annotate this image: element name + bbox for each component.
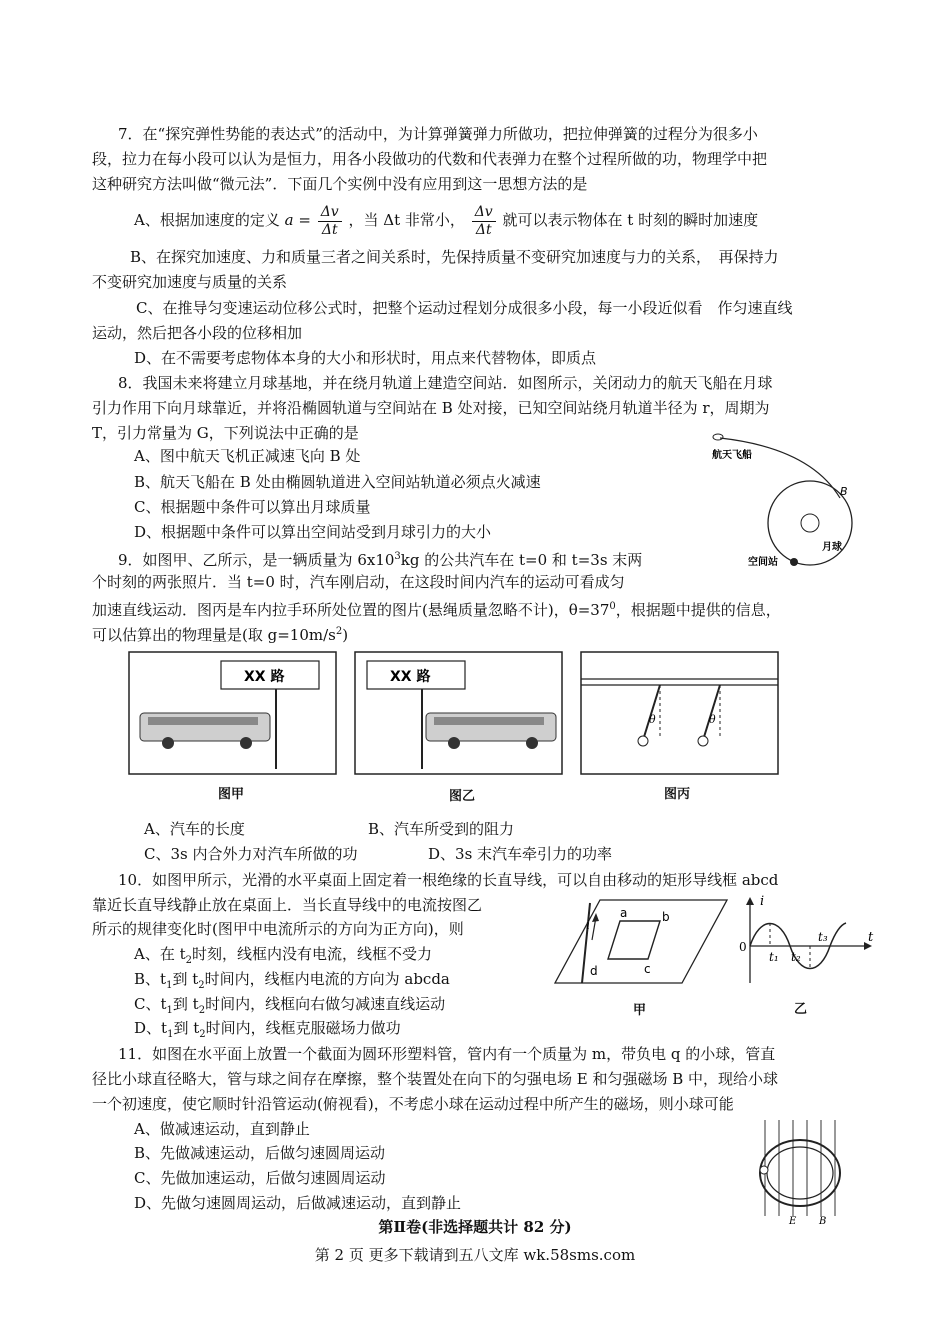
label-t2: t₂ (791, 950, 801, 964)
q9-option-d: D、3s 末汽车牵引力的功率 (428, 845, 613, 863)
q8-option-d: D、根据题中条件可以算出空间站受到月球引力的大小 (134, 523, 492, 541)
q10-figure-yi (738, 893, 878, 993)
q9-option-c: C、3s 内合外力对汽车所做的功 (144, 845, 358, 863)
q9-figure-jia (128, 651, 338, 776)
label-a: a (620, 906, 628, 920)
q8-option-b: B、航天飞船在 B 处由椭圆轨道进入空间站轨道必须点火减速 (134, 473, 541, 491)
q11-option-c: C、先做加速运动，后做匀速圆周运动 (134, 1169, 386, 1187)
q7-stem-line3: 这种研究方法叫做“微元法”．下面几个实例中没有应用到这一思想方法的是 (92, 175, 588, 193)
q10-option-a-post: 时刻，线框内没有电流，线框不受力 (192, 945, 433, 963)
section-title: 第Ⅱ卷(非选择题共计 82 分) (378, 1218, 572, 1236)
q11-stem-line2: 径比小球直径略大，管与球之间存在摩擦，整个装置处在向下的匀强电场 E 和匀强磁场 B 中，现给小球 (92, 1070, 779, 1088)
q10-option-d-sub2: 2 (199, 1029, 206, 1040)
q10-option-a (134, 944, 432, 971)
q8-stem-line2: 引力作用下向月球靠近，并将沿椭圆轨道与空间站在 B 处对接，已知空间站绕月轨道半径为 r，周期为 (92, 399, 770, 417)
bus-windows (434, 717, 544, 725)
q10-option-d-post: 时间内，线框克服磁场力做功 (205, 1019, 401, 1037)
tabletop (555, 900, 727, 983)
q7-stem-line1: 7．在“探究弹性势能的表达式”的活动中，为计算弹簧弹力所做功，把拉伸弹簧的过程分为很多小 (118, 125, 758, 143)
q9-stem-line3 (92, 597, 781, 620)
road-sign-text: XX 路 (390, 669, 431, 685)
q10-option-a-pre: A、在 t (134, 945, 186, 963)
field-lines (765, 1120, 835, 1216)
q10-option-a-sub: 2 (185, 955, 193, 966)
long-wire (582, 903, 590, 983)
q8-stem-line3: T，引力常量为 G，下列说法中正确的是 (92, 424, 359, 442)
i-axis-arrow (746, 897, 754, 905)
label-i-axis: i (760, 894, 765, 909)
theta-label-2: θ (709, 713, 716, 726)
q9-stem-line1 (118, 547, 642, 570)
q7-option-c-line2: 运动，然后把各小段的位移相加 (92, 324, 303, 342)
ring-1 (638, 736, 648, 746)
label-moon: 月球 (822, 542, 842, 553)
q10-caption-yi: 乙 (794, 1002, 808, 1017)
q7-option-c-line1: C、在推导匀变速运动位移公式时，把整个运动过程划分成很多小段，每一小段近似看 作匀速直线 (136, 299, 793, 317)
label-b: b (662, 910, 670, 924)
q10-option-c-pre: C、t (134, 995, 167, 1013)
q10-stem-line3: 所示的规律变化时(图甲中电流所示的方向为正方向)，则 (92, 920, 464, 938)
space-station-icon (790, 558, 798, 566)
label-spaceship: 航天飞船 (712, 450, 752, 461)
q9-stem-line3-post: ，根据题中提供的信息， (615, 601, 781, 619)
plastic-tube-outer (760, 1140, 840, 1206)
q9-option-b: B、汽车所受到的阻力 (368, 820, 515, 838)
label-t-axis: t (868, 930, 874, 945)
frame (581, 652, 778, 774)
q10-option-c (134, 994, 445, 1021)
caption-jia: 图甲 (218, 787, 245, 802)
q10-option-b-sub1: 1 (166, 980, 173, 991)
q10-stem-line1: 10．如图甲所示，光滑的水平桌面上固定着一根绝缘的长直导线，可以自由移动的矩形导线框 abcd (118, 871, 779, 889)
q10-option-d-pre: D、t (134, 1019, 168, 1037)
q9-stem-line3-sup: 0 (609, 601, 616, 612)
q10-option-b (134, 969, 450, 996)
q7-option-a-prefix: A、根据加速度的定义 (134, 211, 280, 229)
q9-option-a: A、汽车的长度 (144, 820, 245, 838)
q10-caption-jia: 甲 (633, 1003, 647, 1018)
label-t3: t₃ (818, 930, 828, 944)
q10-option-b-mid: 到 t (172, 970, 199, 988)
ring-2 (698, 736, 708, 746)
road-sign-text: XX 路 (244, 669, 285, 685)
q7-option-b-line2: 不变研究加速度与质量的关系 (92, 273, 288, 291)
label-station: 空间站 (748, 557, 778, 568)
q9-stem-line4-pre: 可以估算出的物理量是(取 g=10m/s (92, 626, 336, 644)
q9-stem-line4-sup: 2 (335, 626, 343, 637)
q10-option-c-sub2: 2 (198, 1005, 206, 1016)
q7-fraction-1 (318, 204, 342, 239)
q7-stem-line2: 段，拉力在每小段可以认为是恒力，用各小段做功的代数和代表弹力在整个过程所做的功，物理学中把 (92, 150, 768, 168)
q10-option-c-post: 时间内，线框向右做匀减速直线运动 (205, 995, 446, 1013)
q7-option-d: D、在不需要考虑物体本身的大小和形状时，用点来代替物体，即质点 (134, 349, 597, 367)
bus-wheel-rear (448, 737, 460, 749)
q9-stem-line4-post: ) (342, 626, 349, 644)
q7-fraction-2-num: Δv (472, 204, 496, 222)
charged-ball (760, 1166, 768, 1174)
bus-wheel-front (240, 737, 252, 749)
bus-windows (148, 717, 258, 725)
bus-wheel-rear (162, 737, 174, 749)
q11-stem-line3: 一个初速度，使它顺时针沿管运动(俯视看)，不考虑小球在运动过程中所产生的磁场，则小球可能 (92, 1095, 734, 1113)
q10-option-c-sub1: 1 (166, 1005, 173, 1016)
q7-formula-a: a = (284, 211, 311, 229)
q7-option-a (134, 200, 758, 240)
q7-option-a-mid: ，当 Δt 非常小， (348, 211, 465, 229)
q7-fraction-2-den: Δt (475, 221, 492, 238)
plastic-tube-inner (767, 1147, 833, 1199)
q9-stem-line1-post: kg 的公共汽车在 t=0 和 t=3s 末两 (400, 551, 643, 569)
theta-label-1: θ (649, 713, 656, 726)
q10-figure-jia (552, 895, 732, 990)
q7-fraction-2 (472, 204, 496, 239)
q7-option-b-line1: B、在探究加速度、力和质量三者之间关系时，先保持质量不变研究加速度与力的关系， 再保持力 (130, 248, 779, 266)
q10-option-b-sub2: 2 (198, 980, 205, 991)
q11-stem-line1: 11．如图在水平面上放置一个截面为圆环形塑料管，管内有一个质量为 m，带负电 q 的小球，管直 (118, 1045, 776, 1063)
label-c: c (644, 962, 651, 976)
q8-orbit-figure (700, 428, 870, 578)
q9-figure-bing (580, 651, 780, 776)
q8-option-c: C、根据题中条件可以算出月球质量 (134, 498, 371, 516)
q8-stem-line1: 8．我国未来将建立月球基地，并在绕月轨道上建造空间站．如图所示，关闭动力的航天飞船在月球 (118, 374, 773, 392)
q9-stem-line2: 个时刻的两张照片．当 t=0 时，汽车刚启动，在这段时间内汽车的运动可看成匀 (92, 573, 625, 591)
q7-fraction-1-num: Δv (318, 204, 342, 222)
q10-option-d-sub1: 1 (167, 1029, 174, 1040)
q9-figure-yi (354, 651, 564, 776)
label-b: B (819, 1216, 827, 1227)
q11-option-b: B、先做减速运动，后做匀速圆周运动 (134, 1144, 386, 1162)
q10-option-b-pre: B、t (134, 970, 167, 988)
moon-icon (801, 514, 819, 532)
q7-fraction-1-den: Δt (321, 221, 338, 238)
label-b-point: B (840, 485, 848, 498)
q11-option-a: A、做减速运动，直到静止 (134, 1120, 310, 1138)
q10-stem-line2: 靠近长直导线静止放在桌面上．当长直导线中的电流按图乙 (92, 896, 483, 914)
caption-yi: 图乙 (449, 789, 476, 804)
label-d: d (590, 964, 598, 978)
label-t1: t₁ (769, 950, 779, 964)
caption-bing: 图丙 (664, 787, 691, 802)
q7-option-a-suffix: 就可以表示物体在 t 时刻的瞬时加速度 (502, 211, 759, 229)
q11-option-d: D、先做匀速圆周运动，后做减速运动，直到静止 (134, 1194, 462, 1212)
q10-option-d (134, 1018, 401, 1045)
label-i: i (586, 918, 590, 932)
q9-stem-line1-pre: 9．如图甲、乙所示，是一辆质量为 6x10 (118, 551, 395, 569)
rectangular-loop (608, 921, 660, 959)
page-footer: 第 2 页 更多下载请到五八文库 wk.58sms.com (314, 1246, 636, 1264)
q11-ring-figure (755, 1118, 855, 1228)
elliptical-orbit-path (720, 438, 840, 498)
q9-stem-line4 (92, 622, 348, 645)
bus-wheel-front (526, 737, 538, 749)
q9-stem-line3-pre: 加速直线运动．图丙是车内拉手环所处位置的图片(悬绳质量忽略不计)，θ=37 (92, 601, 610, 619)
current-arrow-head (592, 913, 599, 922)
label-e: E (789, 1216, 797, 1227)
q8-option-a: A、图中航天飞机正减速飞向 B 处 (134, 447, 361, 465)
q10-option-b-post: 时间内，线框内电流的方向为 abcda (204, 970, 450, 988)
q9-stem-line1-sup: 3 (394, 551, 401, 562)
q10-option-d-mid: 到 t (173, 1019, 200, 1037)
label-origin: 0 (739, 940, 747, 954)
spacecraft-icon (713, 434, 723, 440)
q10-option-c-mid: 到 t (172, 995, 199, 1013)
